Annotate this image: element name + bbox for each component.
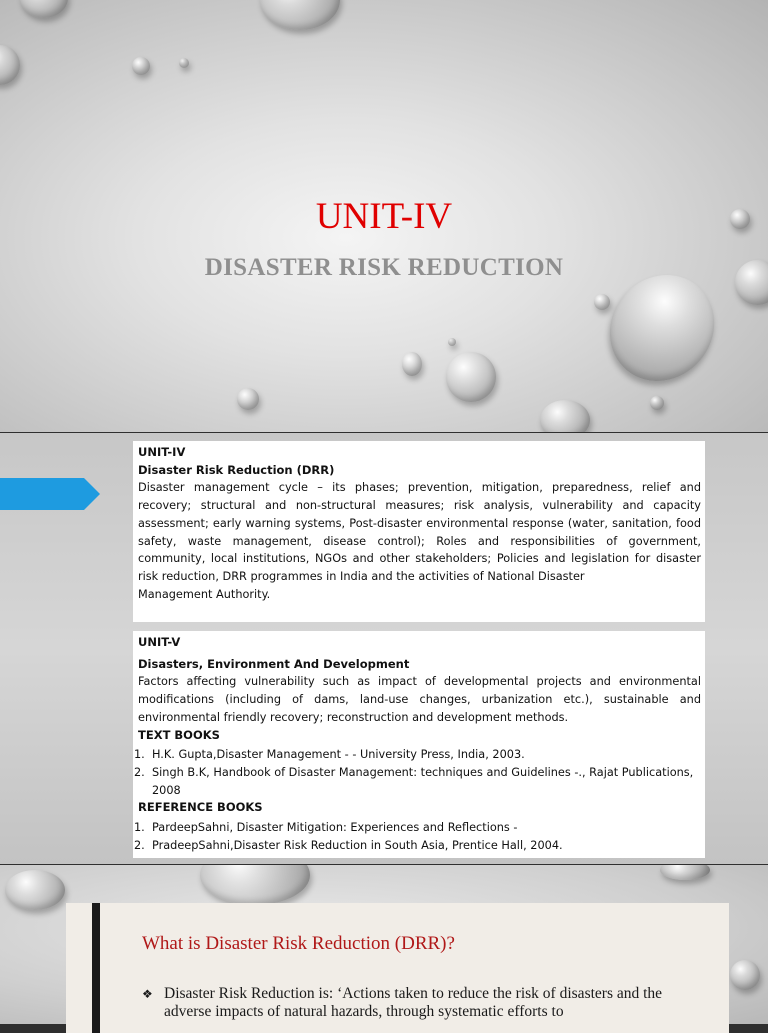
drr-question-title: What is Disaster Risk Reduction (DRR)? bbox=[142, 933, 455, 954]
unit-description: Factors affecting vulnerability such as impact of developmental projects and environmental modifications (including of dams, land-use changes, urbanization etc.), sustainable and environmental friendly recovery; reconstruction and development methods. bbox=[138, 675, 701, 724]
water-drop-decoration bbox=[402, 352, 422, 376]
text-books-list bbox=[134, 746, 701, 799]
water-drop-decoration bbox=[5, 870, 65, 910]
list-item: 2. PradeepSahni,Disaster Risk Reduction in South Asia, Prentice Hall, 2004. bbox=[134, 838, 563, 852]
water-drop-decoration bbox=[20, 0, 68, 18]
list-item: 1. H.K. Gupta,Disaster Management - - University Press, India, 2003. bbox=[134, 748, 525, 762]
bullet-item bbox=[142, 985, 702, 1021]
water-drop-decoration bbox=[446, 352, 496, 402]
unit-heading: Disaster Risk Reduction (DRR) bbox=[138, 462, 335, 477]
water-drop-decoration bbox=[0, 45, 20, 85]
slide-subtitle: DISASTER RISK REDUCTION bbox=[204, 254, 564, 281]
unit-description: Disaster management cycle – its phases; prevention, mitigation, preparedness, relief and recovery; structural and non-structural measures; risk analysis, vulnerability and capacity assessment; early warning systems, Post-disaster environmental response (water, sanitation, food safety, waste management, disease control); Roles and responsibilities of government, community, local institutions, NGOs and other stakeholders; Policies and legislation for disaster risk reduction, DRR programmes in India and the activities of National Disaster bbox=[138, 481, 701, 583]
syllabus-unit-v-box bbox=[133, 631, 705, 858]
arrow-right-icon bbox=[0, 478, 100, 510]
unit-label: UNIT-V bbox=[138, 635, 181, 649]
slide-title: UNIT-IV bbox=[315, 196, 453, 237]
text-books-heading: TEXT BOOKS bbox=[138, 727, 220, 742]
reference-books-list bbox=[134, 819, 701, 854]
water-drop-decoration bbox=[650, 396, 664, 410]
water-drop-decoration bbox=[660, 865, 710, 880]
water-drop-decoration bbox=[237, 388, 259, 410]
unit-label: UNIT-IV bbox=[138, 445, 186, 459]
syllabus-unit-iv-box bbox=[133, 441, 705, 622]
reference-books-heading: REFERENCE BOOKS bbox=[138, 800, 263, 815]
title-slide bbox=[0, 0, 768, 432]
list-item: 1. PardeepSahni, Disaster Mitigation: Experiences and Reflections - bbox=[134, 821, 518, 835]
water-drop-decoration bbox=[200, 865, 310, 905]
accent-bar bbox=[92, 903, 100, 1033]
water-drop-decoration bbox=[730, 960, 760, 990]
water-drop-decoration bbox=[132, 57, 150, 75]
bullet-text: Disaster Risk Reduction is: ‘Actions taken to reduce the risk of disasters and the adverse impacts of natural hazards, through systematic efforts to bbox=[164, 985, 663, 1020]
unit-heading: Disasters, Environment And Development bbox=[138, 656, 410, 671]
unit-description-end: Management Authority. bbox=[138, 587, 271, 601]
water-drop-decoration bbox=[260, 0, 340, 30]
list-item: 2. Singh B.K, Handbook of Disaster Management: techniques and Guidelines -., Rajat Publications, 2008 bbox=[134, 765, 694, 797]
water-drop-decoration bbox=[179, 58, 189, 68]
water-drop-decoration bbox=[448, 338, 456, 346]
diamond-bullet-icon: ❖ bbox=[142, 987, 153, 1001]
water-drop-decoration bbox=[540, 400, 590, 432]
water-drop-decoration bbox=[594, 294, 610, 310]
